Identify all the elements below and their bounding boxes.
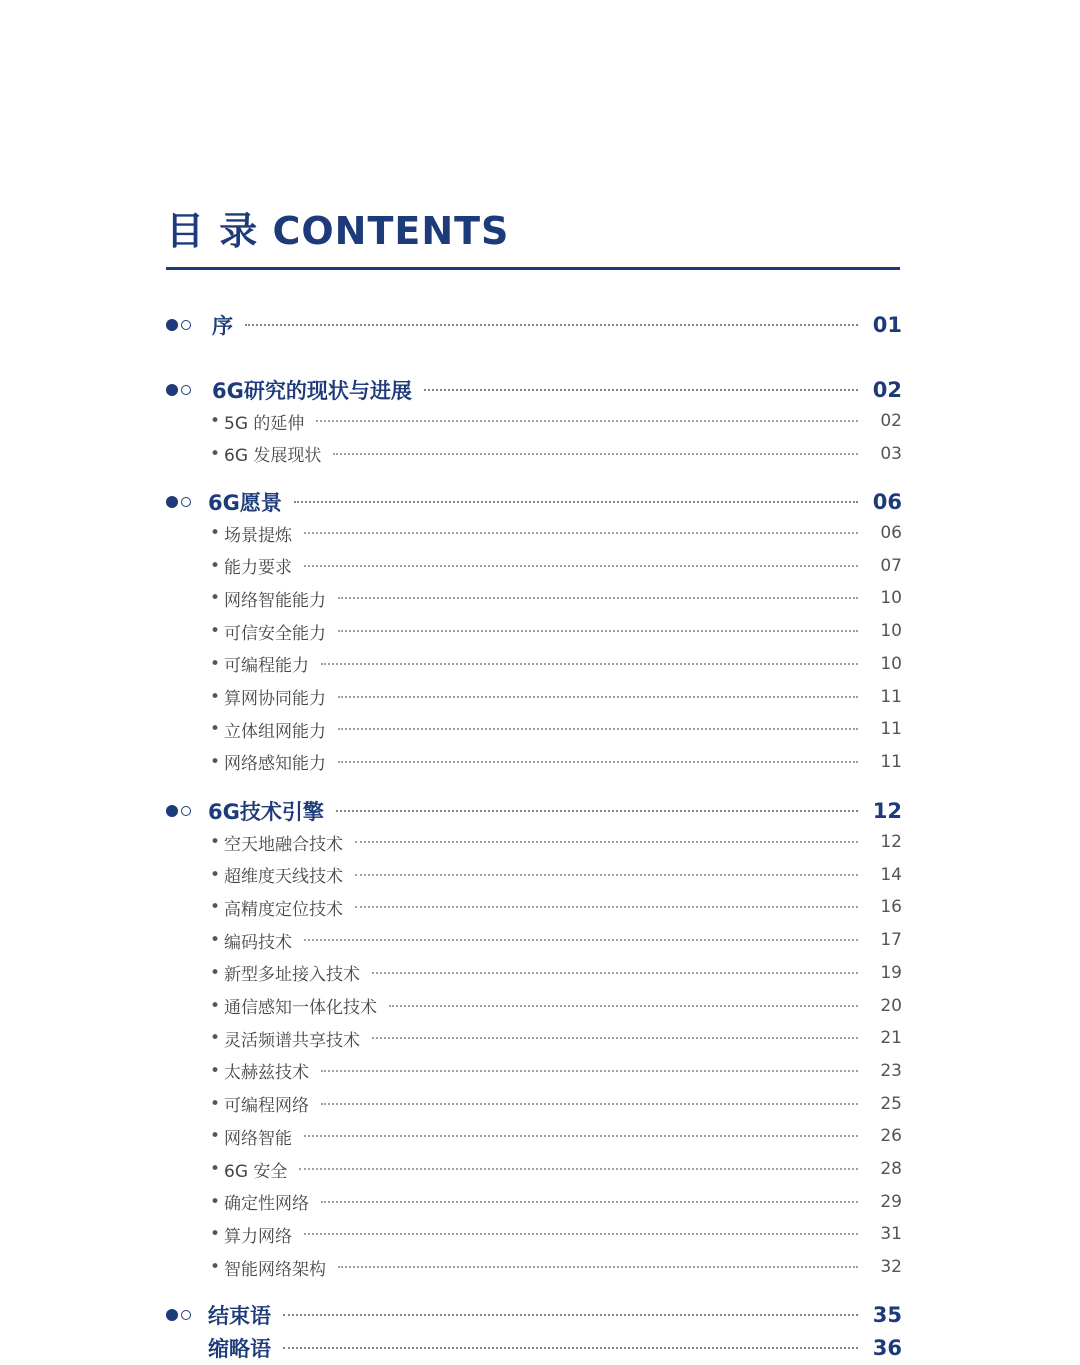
section-title: 序 (212, 314, 233, 338)
toc-section-row[interactable] (166, 1331, 902, 1365)
subitem-title: 可编程网络 (224, 1096, 310, 1117)
toc-subitem-row[interactable] (166, 1252, 902, 1282)
toc-section-row[interactable] (166, 373, 902, 407)
toc-section-row[interactable] (166, 1298, 902, 1332)
toc-subitem-row[interactable] (166, 1089, 902, 1119)
subitem-title: 确定性网络 (224, 1194, 310, 1215)
bullet-icon: • (210, 897, 221, 918)
dotted-leader (336, 810, 858, 812)
filled-circle-icon (166, 496, 178, 508)
bullet-icon: • (210, 1257, 221, 1278)
bullet-icon: • (210, 832, 221, 852)
section-page-number: 01 (872, 313, 902, 337)
subitem-title: 高精度定位技术 (224, 899, 344, 920)
dotted-leader (304, 1135, 858, 1137)
dotted-leader (299, 1168, 858, 1170)
bullet-icon: • (210, 719, 221, 740)
subitem-page-number: 29 (880, 1191, 902, 1212)
dotted-leader (283, 1314, 858, 1316)
bullet-icon: • (210, 411, 221, 431)
toc-subitem-row[interactable] (166, 551, 902, 581)
subitem-title: 可编程能力 (224, 656, 310, 677)
toc-subitem-row[interactable] (166, 714, 902, 744)
subitem-page-number: 17 (880, 930, 902, 951)
dotted-leader (316, 420, 858, 422)
dotted-leader (304, 939, 858, 941)
subitem-title: 5G 的延伸 (224, 413, 305, 434)
section-title: 6G愿景 (208, 491, 282, 515)
subitem-page-number: 10 (880, 653, 902, 674)
toc-subitem-row[interactable] (166, 1056, 902, 1086)
dotted-leader (338, 630, 858, 632)
subitem-title: 智能网络架构 (224, 1259, 327, 1280)
bullet-icon: • (210, 995, 221, 1016)
section-page-number: 02 (872, 378, 902, 402)
dotted-leader (321, 663, 858, 665)
bullet-icon: • (210, 1028, 221, 1049)
toc-subitem-row[interactable] (166, 860, 902, 890)
dotted-leader (355, 906, 858, 908)
subitem-page-number: 10 (880, 621, 902, 642)
bullet-icon: • (210, 1093, 221, 1114)
subitem-title: 灵活频谱共享技术 (224, 1030, 361, 1051)
section-page-number: 35 (872, 1303, 902, 1327)
section-title: 6G技术引擎 (208, 800, 324, 824)
subitem-title: 可信安全能力 (224, 623, 327, 644)
subitem-title: 超维度天线技术 (224, 867, 344, 888)
section-marker-icon (166, 496, 208, 508)
toc-section-row[interactable] (166, 794, 902, 828)
bullet-icon: • (210, 751, 221, 772)
subitem-page-number: 21 (880, 1028, 902, 1049)
subitem-page-number: 11 (880, 719, 902, 740)
dotted-leader (372, 972, 858, 974)
toc-subitem-row[interactable] (166, 682, 902, 712)
bullet-icon: • (210, 686, 221, 707)
dotted-leader (304, 1233, 858, 1235)
subitem-page-number: 23 (880, 1060, 902, 1081)
dotted-leader (304, 565, 858, 567)
toc-subitem-row[interactable] (166, 1219, 902, 1249)
subitem-title: 网络智能 (224, 1128, 293, 1149)
title-divider (166, 267, 900, 270)
subitem-page-number: 26 (880, 1126, 902, 1147)
subitem-title: 编码技术 (224, 932, 293, 953)
section-page-number: 12 (872, 799, 902, 823)
dotted-leader (372, 1037, 858, 1039)
bullet-icon: • (210, 1060, 221, 1081)
toc-subitem-row[interactable] (166, 747, 902, 777)
toc-subitem-row[interactable] (166, 892, 902, 922)
filled-circle-icon (166, 805, 178, 817)
subitem-page-number: 03 (880, 443, 902, 464)
toc-subitem-row[interactable] (166, 1187, 902, 1217)
subitem-title: 太赫兹技术 (224, 1063, 310, 1084)
toc-subitem-row[interactable] (166, 1154, 902, 1184)
toc-subitem-row[interactable] (166, 991, 902, 1021)
toc-section-row[interactable] (166, 308, 902, 342)
toc-subitem-row[interactable] (166, 518, 902, 548)
toc-subitem-row[interactable] (166, 439, 902, 469)
dotted-leader (294, 501, 858, 503)
section-marker-icon (166, 319, 212, 331)
dotted-leader (338, 761, 858, 763)
dotted-leader (321, 1070, 858, 1072)
subitem-page-number: 19 (880, 962, 902, 983)
dotted-leader (355, 874, 858, 876)
bullet-icon: • (210, 621, 221, 642)
toc-section-row[interactable] (166, 485, 902, 519)
open-circle-icon (181, 385, 191, 395)
subitem-title: 网络感知能力 (224, 754, 327, 775)
subitem-title: 立体组网能力 (224, 721, 327, 742)
toc-subitem-row[interactable] (166, 1121, 902, 1151)
bullet-icon: • (210, 1159, 221, 1179)
bullet-icon: • (210, 523, 221, 543)
toc-subitem-row[interactable] (166, 827, 902, 857)
subitem-title: 空天地融合技术 (224, 834, 344, 855)
dotted-leader (355, 841, 858, 843)
dotted-leader (283, 1347, 858, 1349)
section-title: 缩略语 (208, 1337, 271, 1361)
subitem-title: 场景提炼 (224, 525, 293, 546)
section-marker-icon (166, 384, 212, 396)
dotted-leader (424, 389, 858, 391)
bullet-icon: • (210, 653, 221, 674)
subitem-page-number: 16 (880, 897, 902, 918)
bullet-icon: • (210, 588, 221, 609)
dotted-leader (338, 1266, 858, 1268)
bullet-icon: • (210, 1126, 221, 1147)
open-circle-icon (181, 806, 191, 816)
dotted-leader (389, 1005, 858, 1007)
subitem-title: 通信感知一体化技术 (224, 998, 378, 1018)
open-circle-icon (181, 497, 191, 507)
filled-circle-icon (166, 384, 178, 396)
subitem-page-number: 11 (880, 751, 902, 772)
toc-subitem-row[interactable] (166, 925, 902, 955)
page-title: 目 录 CONTENTS (166, 209, 510, 253)
subitem-page-number: 06 (880, 523, 902, 543)
subitem-page-number: 12 (880, 832, 902, 852)
bullet-icon: • (210, 930, 221, 951)
toc-subitem-row[interactable] (166, 616, 902, 646)
subitem-title: 6G 发展现状 (224, 446, 322, 467)
dotted-leader (333, 453, 858, 455)
subitem-page-number: 02 (880, 411, 902, 431)
dotted-leader (338, 728, 858, 730)
section-marker-icon (166, 805, 208, 817)
dotted-leader (245, 324, 858, 326)
subitem-title: 能力要求 (224, 558, 293, 579)
section-title: 6G研究的现状与进展 (212, 379, 412, 403)
toc-subitem-row[interactable] (166, 958, 902, 988)
toc-subitem-row[interactable] (166, 406, 902, 436)
bullet-icon: • (210, 555, 221, 576)
section-page-number: 06 (872, 490, 902, 514)
filled-circle-icon (166, 319, 178, 331)
subitem-title: 新型多址接入技术 (224, 965, 361, 986)
subitem-title: 6G 安全 (224, 1161, 288, 1182)
open-circle-icon (181, 1310, 191, 1320)
dotted-leader (338, 696, 858, 698)
toc-subitem-row[interactable] (166, 1023, 902, 1053)
subitem-page-number: 11 (880, 686, 902, 707)
bullet-icon: • (210, 962, 221, 983)
bullet-icon: • (210, 1191, 221, 1212)
subitem-page-number: 20 (880, 995, 902, 1016)
dotted-leader (321, 1103, 858, 1105)
subitem-page-number: 28 (880, 1159, 902, 1179)
toc-subitem-row[interactable] (166, 649, 902, 679)
subitem-page-number: 31 (880, 1224, 902, 1245)
dotted-leader (321, 1201, 858, 1203)
subitem-title: 网络智能能力 (224, 590, 327, 611)
bullet-icon: • (210, 1224, 221, 1245)
open-circle-icon (181, 320, 191, 330)
dotted-leader (338, 597, 858, 599)
subitem-title: 算网协同能力 (224, 689, 327, 709)
section-title: 结束语 (208, 1304, 271, 1328)
subitem-title: 算力网络 (224, 1226, 293, 1247)
section-marker-icon (166, 1309, 208, 1321)
toc-subitem-row[interactable] (166, 583, 902, 613)
section-page-number: 36 (872, 1336, 902, 1360)
subitem-page-number: 14 (880, 864, 902, 885)
subitem-page-number: 32 (880, 1257, 902, 1278)
filled-circle-icon (166, 1309, 178, 1321)
subitem-page-number: 07 (880, 555, 902, 576)
subitem-page-number: 10 (880, 588, 902, 609)
dotted-leader (304, 532, 858, 534)
bullet-icon: • (210, 864, 221, 885)
bullet-icon: • (210, 443, 221, 464)
subitem-page-number: 25 (880, 1093, 902, 1114)
